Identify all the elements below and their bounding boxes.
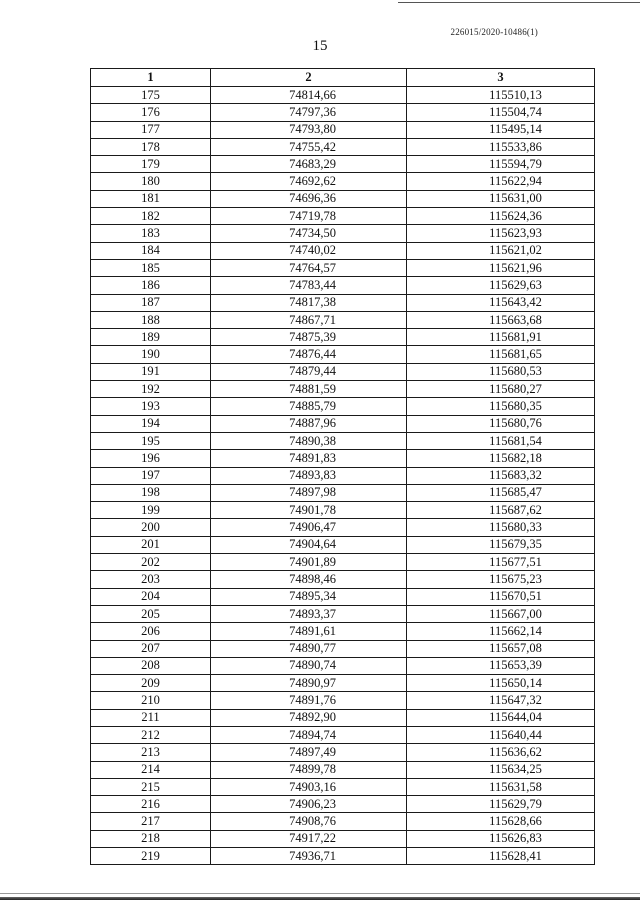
table-row	[91, 536, 595, 553]
y-coordinate-cell: 115623,93	[407, 225, 595, 242]
table-row	[91, 813, 595, 830]
point-number-cell: 209	[91, 675, 211, 692]
point-number-cell: 194	[91, 415, 211, 432]
y-coordinate-cell: 115650,14	[407, 675, 595, 692]
x-coordinate-cell: 74793,80	[211, 121, 407, 138]
table-row	[91, 381, 595, 398]
x-coordinate-cell: 74814,66	[211, 87, 407, 104]
table-row	[91, 848, 595, 865]
y-coordinate-cell: 115685,47	[407, 484, 595, 501]
table-row	[91, 554, 595, 571]
y-coordinate-cell: 115533,86	[407, 138, 595, 155]
table-row	[91, 329, 595, 346]
point-number-cell: 217	[91, 813, 211, 830]
point-number-cell: 216	[91, 796, 211, 813]
page-number: 15	[312, 38, 328, 54]
point-number-cell: 181	[91, 190, 211, 207]
point-number-cell: 195	[91, 432, 211, 449]
y-coordinate-cell: 115680,53	[407, 363, 595, 380]
x-coordinate-cell: 74890,74	[211, 657, 407, 674]
y-coordinate-cell: 115680,33	[407, 519, 595, 536]
point-number-cell: 196	[91, 450, 211, 467]
y-coordinate-cell: 115644,04	[407, 709, 595, 726]
point-number-cell: 179	[91, 156, 211, 173]
table-row	[91, 156, 595, 173]
point-number-cell: 191	[91, 363, 211, 380]
table-row	[91, 571, 595, 588]
x-coordinate-cell: 74901,78	[211, 502, 407, 519]
point-number-cell: 184	[91, 242, 211, 259]
table-row	[91, 432, 595, 449]
table-row	[91, 225, 595, 242]
point-number-cell: 186	[91, 277, 211, 294]
y-coordinate-cell: 115683,32	[407, 467, 595, 484]
table-row	[91, 640, 595, 657]
x-coordinate-cell: 74887,96	[211, 415, 407, 432]
point-number-cell: 214	[91, 761, 211, 778]
x-coordinate-cell: 74897,49	[211, 744, 407, 761]
point-number-cell: 208	[91, 657, 211, 674]
point-number-cell: 197	[91, 467, 211, 484]
x-coordinate-cell: 74719,78	[211, 208, 407, 225]
point-number-cell: 211	[91, 709, 211, 726]
y-coordinate-cell: 115667,00	[407, 605, 595, 622]
x-coordinate-cell: 74897,98	[211, 484, 407, 501]
table-row	[91, 173, 595, 190]
x-coordinate-cell: 74764,57	[211, 259, 407, 276]
x-coordinate-cell: 74917,22	[211, 830, 407, 847]
y-coordinate-cell: 115677,51	[407, 554, 595, 571]
y-coordinate-cell: 115681,54	[407, 432, 595, 449]
table-row	[91, 588, 595, 605]
table-row	[91, 657, 595, 674]
y-coordinate-cell: 115621,96	[407, 259, 595, 276]
table-row	[91, 830, 595, 847]
x-coordinate-cell: 74885,79	[211, 398, 407, 415]
point-number-cell: 180	[91, 173, 211, 190]
y-coordinate-cell: 115657,08	[407, 640, 595, 657]
point-number-cell: 182	[91, 208, 211, 225]
x-coordinate-cell: 74894,74	[211, 726, 407, 743]
x-coordinate-cell: 74906,23	[211, 796, 407, 813]
y-coordinate-cell: 115634,25	[407, 761, 595, 778]
x-coordinate-cell: 74892,90	[211, 709, 407, 726]
y-coordinate-cell: 115594,79	[407, 156, 595, 173]
x-coordinate-cell: 74906,47	[211, 519, 407, 536]
y-coordinate-cell: 115662,14	[407, 623, 595, 640]
x-coordinate-cell: 74797,36	[211, 104, 407, 121]
point-number-cell: 200	[91, 519, 211, 536]
y-coordinate-cell: 115643,42	[407, 294, 595, 311]
y-coordinate-cell: 115680,35	[407, 398, 595, 415]
table-row	[91, 623, 595, 640]
x-coordinate-cell: 74891,83	[211, 450, 407, 467]
x-coordinate-cell: 74879,44	[211, 363, 407, 380]
point-number-cell: 199	[91, 502, 211, 519]
y-coordinate-cell: 115495,14	[407, 121, 595, 138]
table-row	[91, 242, 595, 259]
y-coordinate-cell: 115670,51	[407, 588, 595, 605]
x-coordinate-cell: 74755,42	[211, 138, 407, 155]
y-coordinate-cell: 115647,32	[407, 692, 595, 709]
column-header-x: 2	[211, 69, 407, 87]
table-row	[91, 778, 595, 795]
table-row	[91, 294, 595, 311]
point-number-cell: 202	[91, 554, 211, 571]
x-coordinate-cell: 74936,71	[211, 848, 407, 865]
point-number-cell: 177	[91, 121, 211, 138]
point-number-cell: 187	[91, 294, 211, 311]
table-row	[91, 190, 595, 207]
x-coordinate-cell: 74901,89	[211, 554, 407, 571]
y-coordinate-cell: 115626,83	[407, 830, 595, 847]
y-coordinate-cell: 115628,41	[407, 848, 595, 865]
point-number-cell: 183	[91, 225, 211, 242]
y-coordinate-cell: 115687,62	[407, 502, 595, 519]
point-number-cell: 218	[91, 830, 211, 847]
x-coordinate-cell: 74903,16	[211, 778, 407, 795]
table-row	[91, 519, 595, 536]
point-number-cell: 215	[91, 778, 211, 795]
table-row	[91, 675, 595, 692]
table-row	[91, 87, 595, 104]
point-number-cell: 203	[91, 571, 211, 588]
y-coordinate-cell: 115682,18	[407, 450, 595, 467]
table-row	[91, 121, 595, 138]
point-number-cell: 175	[91, 87, 211, 104]
y-coordinate-cell: 115504,74	[407, 104, 595, 121]
y-coordinate-cell: 115640,44	[407, 726, 595, 743]
x-coordinate-cell: 74891,76	[211, 692, 407, 709]
x-coordinate-cell: 74696,36	[211, 190, 407, 207]
x-coordinate-cell: 74683,29	[211, 156, 407, 173]
table-row	[91, 277, 595, 294]
point-number-cell: 204	[91, 588, 211, 605]
table-row	[91, 796, 595, 813]
x-coordinate-cell: 74783,44	[211, 277, 407, 294]
table-row	[91, 415, 595, 432]
table-row	[91, 692, 595, 709]
x-coordinate-cell: 74867,71	[211, 311, 407, 328]
x-coordinate-cell: 74899,78	[211, 761, 407, 778]
x-coordinate-cell: 74817,38	[211, 294, 407, 311]
x-coordinate-cell: 74890,38	[211, 432, 407, 449]
table-row	[91, 484, 595, 501]
y-coordinate-cell: 115621,02	[407, 242, 595, 259]
x-coordinate-cell: 74881,59	[211, 381, 407, 398]
x-coordinate-cell: 74875,39	[211, 329, 407, 346]
y-coordinate-cell: 115629,63	[407, 277, 595, 294]
y-coordinate-cell: 115631,58	[407, 778, 595, 795]
column-header-y: 3	[407, 69, 595, 87]
table-header-row	[91, 69, 595, 87]
x-coordinate-cell: 74904,64	[211, 536, 407, 553]
table-row	[91, 398, 595, 415]
table-row	[91, 744, 595, 761]
point-number-cell: 193	[91, 398, 211, 415]
x-coordinate-cell: 74891,61	[211, 623, 407, 640]
table-row	[91, 104, 595, 121]
x-coordinate-cell: 74740,02	[211, 242, 407, 259]
y-coordinate-cell: 115681,65	[407, 346, 595, 363]
y-coordinate-cell: 115680,27	[407, 381, 595, 398]
column-header-point-number: 1	[91, 69, 211, 87]
x-coordinate-cell: 74895,34	[211, 588, 407, 605]
table-row	[91, 363, 595, 380]
point-number-cell: 178	[91, 138, 211, 155]
point-number-cell: 190	[91, 346, 211, 363]
point-number-cell: 201	[91, 536, 211, 553]
point-number-cell: 219	[91, 848, 211, 865]
y-coordinate-cell: 115629,79	[407, 796, 595, 813]
y-coordinate-cell: 115624,36	[407, 208, 595, 225]
coordinates-table	[90, 68, 595, 865]
top-rule	[398, 2, 640, 3]
y-coordinate-cell: 115653,39	[407, 657, 595, 674]
document-id: 226015/2020-10486(1)	[450, 27, 538, 37]
point-number-cell: 189	[91, 329, 211, 346]
bottom-rule-thin	[0, 893, 640, 894]
point-number-cell: 210	[91, 692, 211, 709]
table-row	[91, 138, 595, 155]
point-number-cell: 206	[91, 623, 211, 640]
x-coordinate-cell: 74893,83	[211, 467, 407, 484]
point-number-cell: 198	[91, 484, 211, 501]
y-coordinate-cell: 115622,94	[407, 173, 595, 190]
x-coordinate-cell: 74898,46	[211, 571, 407, 588]
point-number-cell: 185	[91, 259, 211, 276]
table-row	[91, 346, 595, 363]
x-coordinate-cell: 74890,77	[211, 640, 407, 657]
x-coordinate-cell: 74893,37	[211, 605, 407, 622]
y-coordinate-cell: 115510,13	[407, 87, 595, 104]
y-coordinate-cell: 115681,91	[407, 329, 595, 346]
point-number-cell: 213	[91, 744, 211, 761]
table-row	[91, 726, 595, 743]
table-row	[91, 450, 595, 467]
table-row	[91, 605, 595, 622]
y-coordinate-cell: 115675,23	[407, 571, 595, 588]
x-coordinate-cell: 74890,97	[211, 675, 407, 692]
y-coordinate-cell: 115680,76	[407, 415, 595, 432]
point-number-cell: 188	[91, 311, 211, 328]
table-row	[91, 311, 595, 328]
table-body	[91, 87, 595, 865]
point-number-cell: 205	[91, 605, 211, 622]
x-coordinate-cell: 74908,76	[211, 813, 407, 830]
point-number-cell: 176	[91, 104, 211, 121]
y-coordinate-cell: 115679,35	[407, 536, 595, 553]
y-coordinate-cell: 115663,68	[407, 311, 595, 328]
table-row	[91, 467, 595, 484]
x-coordinate-cell: 74692,62	[211, 173, 407, 190]
table-row	[91, 709, 595, 726]
table-row	[91, 761, 595, 778]
point-number-cell: 192	[91, 381, 211, 398]
table-row	[91, 208, 595, 225]
bottom-rule	[0, 897, 640, 900]
y-coordinate-cell: 115636,62	[407, 744, 595, 761]
x-coordinate-cell: 74734,50	[211, 225, 407, 242]
point-number-cell: 212	[91, 726, 211, 743]
y-coordinate-cell: 115628,66	[407, 813, 595, 830]
x-coordinate-cell: 74876,44	[211, 346, 407, 363]
table-row	[91, 502, 595, 519]
y-coordinate-cell: 115631,00	[407, 190, 595, 207]
point-number-cell: 207	[91, 640, 211, 657]
table-row	[91, 259, 595, 276]
